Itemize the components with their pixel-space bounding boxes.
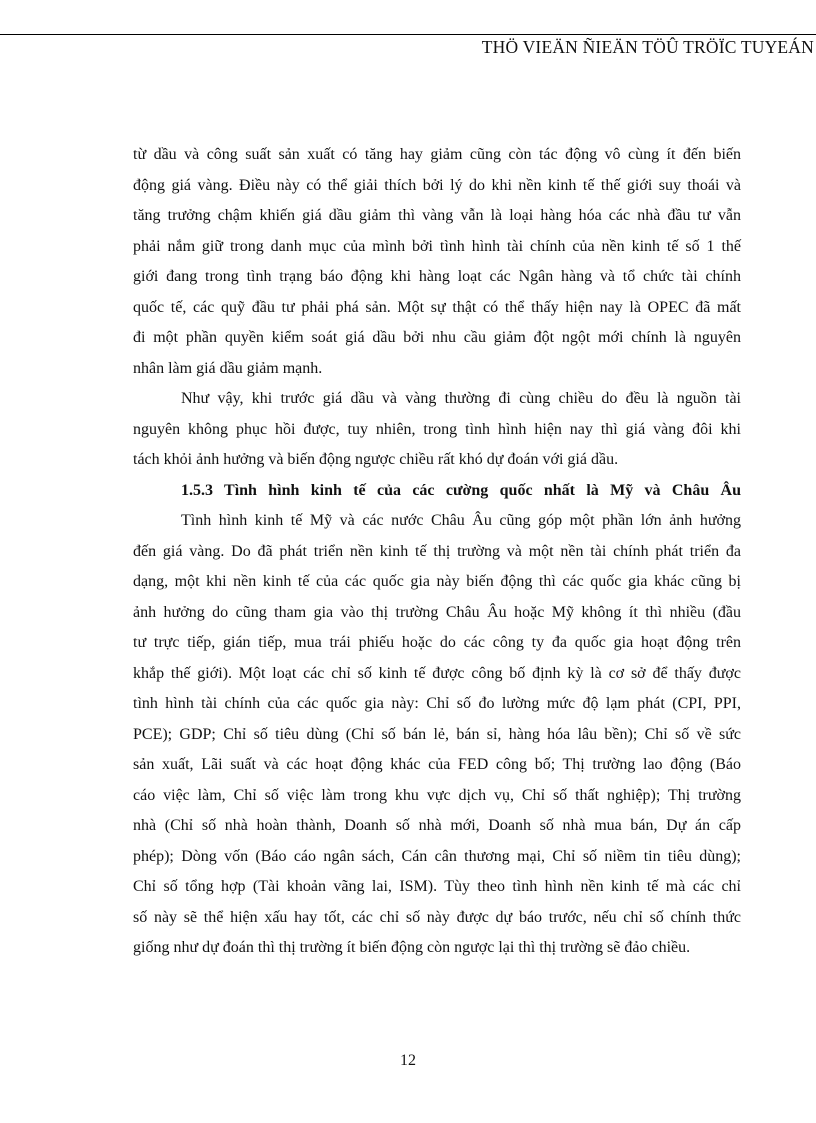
text-line: tư trực tiếp, gián tiếp, mua trái phiếu hoặc do các công ty đa quốc gia hoạt động trên	[133, 634, 741, 651]
text-line: đi một phần quyền kiểm soát giá dầu bởi nhu cầu giảm đột ngột mới chính là nguyên	[133, 329, 741, 346]
text-line: nhà (Chỉ số nhà hoàn thành, Doanh số nhà mới, Doanh số nhà mua bán, Dự án cấp	[133, 817, 741, 834]
text-line: tình hình tài chính của các quốc gia này: Chỉ số đo lường mức độ lạm phát (CPI, PPI,	[133, 695, 741, 712]
text-line: quốc tế, các quỹ đầu tư phải phá sản. Một sự thật có thể thấy hiện nay là OPEC đã mất	[133, 298, 741, 316]
text-line: khắp thế giới). Một loạt các chỉ số kinh tế được công bố định kỳ là cơ sở để thấy được	[133, 664, 741, 682]
text-line: PCE); GDP; Chỉ số tiêu dùng (Chỉ số bán lẻ, bán sỉ, hàng hóa lâu bền); Chỉ số về sức	[133, 725, 741, 743]
text-line: giống như dự đoán thì thị trường ít biến động còn ngược lại thì thị trường sẽ đảo chiều.	[133, 939, 691, 956]
text-line: giới đang trong tình trạng báo động khi hàng loạt các Ngân hàng và tổ chức tài chính	[133, 268, 741, 285]
text-line: phép); Dòng vốn (Báo cáo ngân sách, Cán cân thương mại, Chỉ số niềm tin tiêu dùng);	[133, 847, 741, 865]
document-body	[133, 140, 741, 964]
section-heading: 1.5.3 Tình hình kinh tế của các cường quốc nhất là Mỹ và Châu Âu	[181, 481, 741, 499]
page-number: 12	[400, 1052, 416, 1069]
text-line: sản xuất, Lãi suất và các hoạt động khác của FED công bố; Thị trường lao động (Báo	[133, 756, 741, 773]
text-line: cáo việc làm, Chỉ số việc làm trong khu vực dịch vụ, Chỉ số thất nghiệp); Thị trường	[133, 786, 741, 804]
text-line: ảnh hưởng do cũng tham gia vào thị trường Châu Âu hoặc Mỹ không ít thì nhiều (đầu	[133, 603, 741, 621]
text-line: phải nắm giữ trong danh mục của mình bởi tình hình tài chính của nền kinh tế số 1 thế	[133, 237, 741, 255]
text-line: nguyên không phục hồi được, tuy nhiên, trong tình hình hiện nay thì giá vàng đôi khi	[133, 420, 741, 438]
header-rule	[0, 34, 816, 35]
text-line: từ dầu và công suất sản xuất có tăng hay giảm cũng còn tác động vô cùng ít đến biến	[133, 146, 741, 163]
text-line: tăng trưởng chậm khiến giá dầu giảm thì vàng vẫn là loại hàng hóa các nhà đầu tư vẫn	[133, 207, 741, 224]
text-line: số này sẽ thể hiện xấu hay tốt, các chỉ số này được dự báo trước, nếu chỉ số chính thức	[133, 908, 741, 926]
text-line: Như vậy, khi trước giá dầu và vàng thường đi cùng chiều do đều là nguồn tài	[181, 390, 741, 407]
paragraph-2	[133, 384, 741, 476]
text-line: tách khỏi ảnh hưởng và biến động ngược chiều rất khó dự đoán với giá dầu.	[133, 451, 619, 468]
text-line: động giá vàng. Điều này có thể giải thích bởi lý do khi nền kinh tế thế giới suy thoái và	[133, 176, 741, 194]
paragraph-3	[133, 506, 741, 964]
text-line: Chỉ số tổng hợp (Tài khoản vãng lai, ISM). Tùy theo tình hình nền kinh tế mà các chỉ	[133, 878, 741, 895]
text-line: đến giá vàng. Do đã phát triển nền kinh tế thị trường và một nền tài chính phát triển đa	[133, 542, 741, 560]
text-line: dạng, một khi nền kinh tế của các quốc gia này biến động thì các quốc gia khác cũng bị	[133, 573, 741, 590]
text-line: Tình hình kinh tế Mỹ và các nước Châu Âu cũng góp một phần lớn ảnh hưởng	[181, 512, 741, 529]
paragraph-1	[133, 140, 741, 384]
header-title: THÖ VIEÄN ÑIEÄN TÖÛ TRÖÏC TUYEÁN	[481, 37, 814, 57]
text-line: nhân làm giá dầu giảm mạnh.	[133, 359, 323, 377]
